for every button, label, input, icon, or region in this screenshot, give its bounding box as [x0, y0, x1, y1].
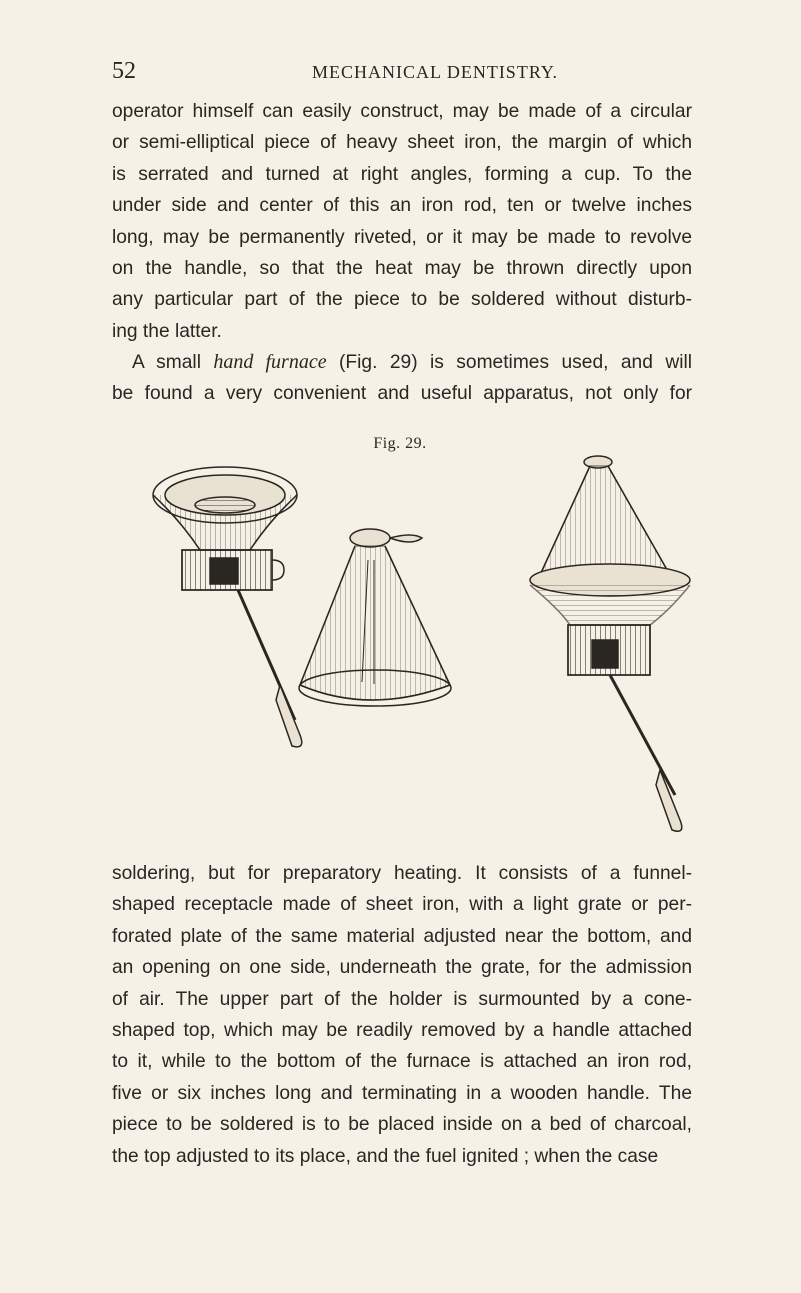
open-furnace-drawing — [153, 467, 302, 747]
text-line: of air. The upper part of the holder is surmounted by a cone- — [112, 988, 692, 1010]
figure-caption: Fig. 29. — [373, 435, 427, 452]
running-head: MECHANICAL DENTISTRY. — [312, 62, 559, 82]
text-line: or semi-elliptical piece of heavy sheet iron, the margin of which — [112, 132, 692, 154]
text-line: operator himself can easily construct, may be made of a circular — [112, 101, 692, 122]
paragraph-2 — [112, 347, 692, 410]
hand-furnace-illustration — [140, 450, 720, 840]
text-line: to it, while to the bottom of the furnace is attached an iron rod, — [112, 1051, 692, 1073]
text-line: on the handle, so that the heat may be thrown directly upon — [112, 258, 692, 280]
text-line: be found a very convenient and useful apparatus, not only for — [112, 383, 692, 405]
text-line: five or six inches long and terminating in a wooden handle. The — [112, 1082, 692, 1104]
text-line: forated plate of the same material adjusted near the bottom, and — [112, 925, 692, 947]
text-line: any particular part of the piece to be soldered without disturb- — [112, 289, 692, 311]
cone-top-drawing — [299, 529, 451, 706]
text-line: piece to be soldered is to be placed inside on a bed of charcoal, — [112, 1114, 692, 1136]
assembled-furnace-drawing — [530, 456, 690, 831]
text-line: is serrated and turned at right angles, forming a cup. To the — [112, 163, 692, 185]
italic-term: hand furnace — [213, 351, 327, 373]
text-line: soldering, but for preparatory heating. It consists of a funnel- — [112, 863, 692, 884]
text-line: an opening on one side, underneath the grate, for the admission — [112, 957, 692, 979]
text-line — [112, 347, 692, 378]
text-line: shaped receptacle made of sheet iron, with a light grate or per- — [112, 894, 692, 916]
text-run: A small — [132, 352, 214, 373]
paragraph-1 — [112, 96, 692, 347]
text-line: the top adjusted to its place, and the fuel ignited ; when the case — [112, 1145, 659, 1167]
text-line: shaped top, which may be readily removed by a handle attached — [112, 1020, 692, 1042]
page-number: 52 — [112, 58, 136, 84]
text-run: (Fig. 29) is sometimes used, and will — [326, 352, 692, 373]
text-line: under side and center of this an iron rod, ten or twelve inches — [112, 195, 692, 217]
figure-illustration — [140, 450, 720, 840]
text-line: ing the latter. — [112, 320, 222, 342]
page-header — [112, 58, 692, 88]
text-line: long, may be permanently riveted, or it may be made to revolve — [112, 226, 692, 248]
paragraph-3 — [112, 858, 692, 1172]
